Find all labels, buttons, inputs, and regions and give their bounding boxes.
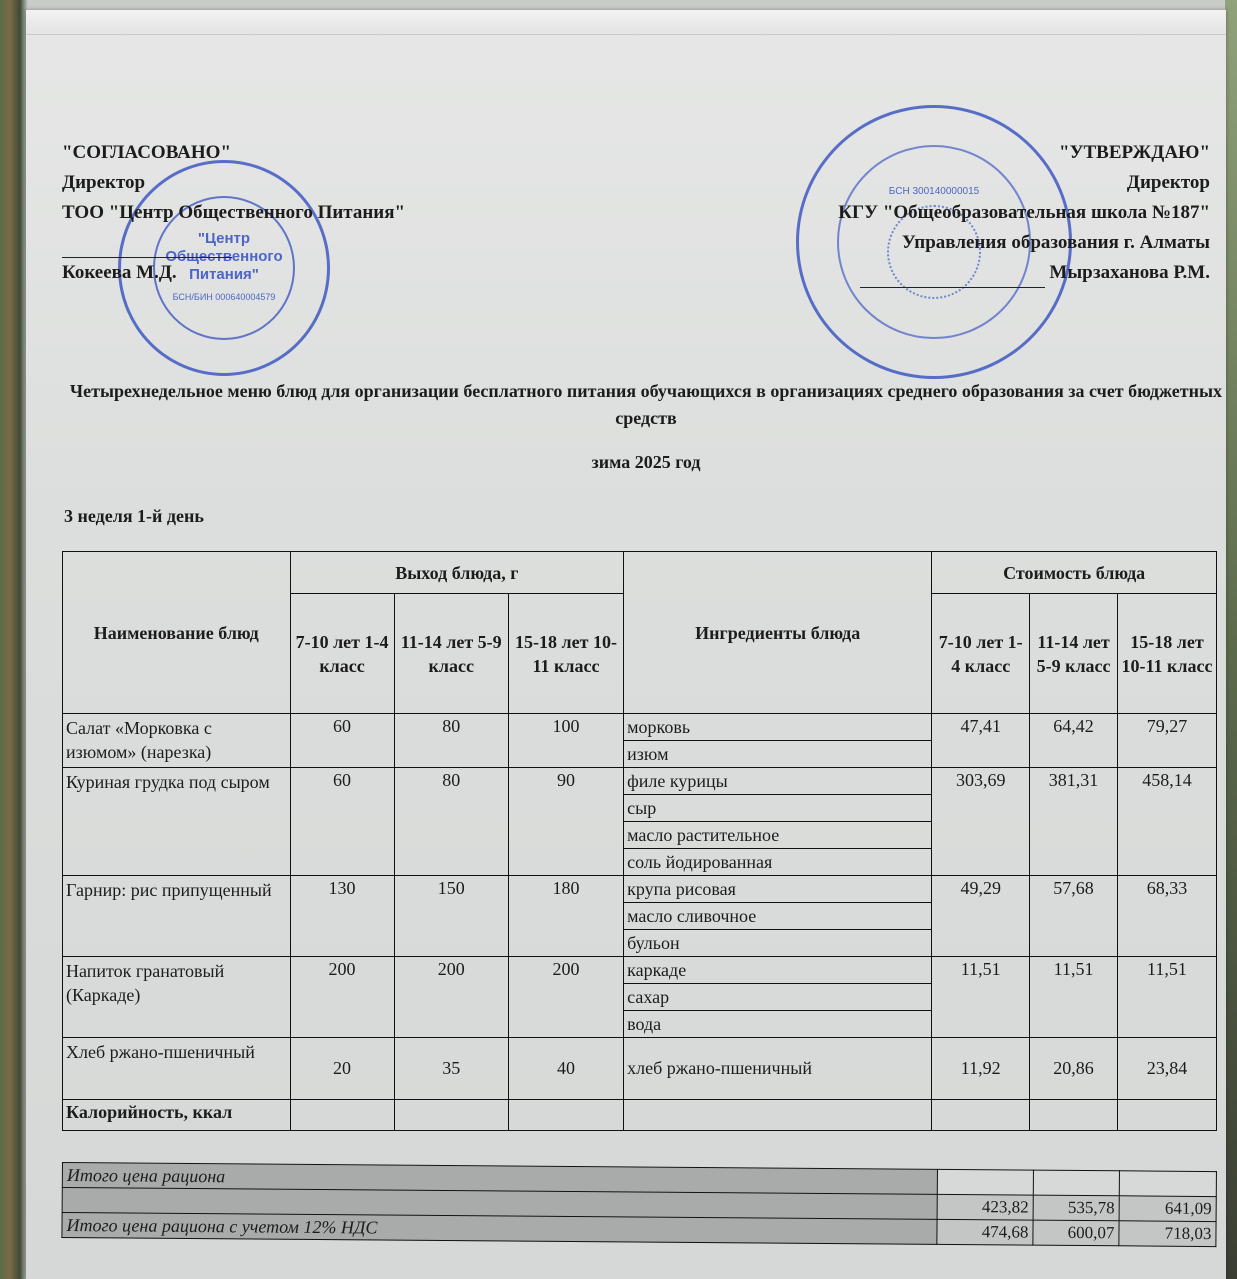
signature-line-left (62, 247, 232, 258)
total-value: 641,09 (1119, 1196, 1216, 1222)
table-row (63, 714, 1217, 741)
dish-name: Салат «Морковка с изюмом» (нарезка) (63, 714, 291, 768)
yield-value: 20 (290, 1038, 394, 1100)
cost-value: 79,27 (1117, 714, 1216, 768)
approval-left-heading: "СОГЛАСОВАНО" (62, 142, 232, 163)
cost-value: 20,86 (1030, 1038, 1118, 1100)
header-yield-group: Выход блюда, г (290, 552, 624, 594)
ingredient: хлеб ржано-пшеничный (624, 1038, 932, 1100)
cost-value: 47,41 (932, 714, 1030, 768)
approval-right-signatory: Мырзаханова Р.М. (1049, 262, 1210, 283)
yield-value: 180 (508, 876, 623, 957)
total-vat-label: Итого цена рациона с учетом 12% НДС (62, 1213, 937, 1245)
ingredient: сыр (624, 795, 932, 822)
signature-line-right (860, 277, 1045, 288)
ingredient: вода (624, 1011, 932, 1038)
dish-name: Хлеб ржано-пшеничный (63, 1038, 291, 1100)
ingredient: масло сливочное (624, 903, 932, 930)
ingredient: каркаде (624, 957, 932, 984)
ingredient: бульон (624, 930, 932, 957)
paper-fold (26, 10, 1226, 35)
calories-row (63, 1100, 1217, 1131)
stamp-left-line-1: "Центр (197, 230, 251, 247)
yield-value: 130 (290, 876, 394, 957)
ingredient: филе курицы (624, 768, 932, 795)
total-vat-value: 600,07 (1033, 1220, 1119, 1246)
yield-value: 35 (394, 1038, 508, 1100)
total-value: 423,82 (937, 1194, 1033, 1220)
ingredient: морковь (624, 714, 932, 741)
stamp-left-line-2: Общественного (165, 248, 283, 265)
cost-value: 11,92 (932, 1038, 1030, 1100)
approval-left-organization: ТОО "Центр Общественного Питания" (62, 202, 406, 223)
menu-table (62, 551, 1217, 1131)
total-vat-value: 474,68 (937, 1219, 1033, 1245)
cost-value: 64,42 (1030, 714, 1118, 768)
approval-right-heading: "УТВЕРЖДАЮ" (1059, 142, 1210, 163)
header-yield-col: 15-18 лет 10-11 класс (508, 594, 623, 714)
stamp-right-id: БСН 300140000015 (888, 186, 980, 197)
cost-value: 57,68 (1030, 876, 1118, 957)
stamp-left-id: БСН/БИН 000640004579 (172, 292, 276, 302)
ingredient: масло растительное (624, 822, 932, 849)
header-cost-col: 7-10 лет 1-4 класс (932, 594, 1030, 714)
yield-value: 150 (394, 876, 508, 957)
dish-name: Куриная грудка под сыром (63, 768, 291, 876)
document-season: зима 2025 год (591, 452, 701, 472)
cost-value: 303,69 (932, 768, 1030, 876)
cost-value: 458,14 (1117, 768, 1216, 876)
menu-document (26, 10, 1226, 1279)
header-yield-col: 7-10 лет 1-4 класс (290, 594, 394, 714)
dish-name: Гарнир: рис припущенный (63, 876, 291, 957)
cost-value: 68,33 (1117, 876, 1216, 957)
dish-name: Напиток гранатовый (Каркаде) (63, 957, 291, 1038)
stamp-left-line-3: Питания" (189, 266, 259, 283)
yield-value: 100 (508, 714, 623, 768)
cost-value: 11,51 (1030, 957, 1118, 1038)
cost-value: 49,29 (932, 876, 1030, 957)
day-label: 3 неделя 1-й день (64, 506, 204, 526)
approval-right-department: Управления образования г. Алматы (901, 232, 1210, 253)
yield-value: 200 (508, 957, 623, 1038)
table-row (63, 768, 1217, 795)
approval-right-organization: КГУ "Общеобразовательная школа №187" (838, 202, 1210, 223)
background-edge (1225, 0, 1237, 1279)
header-dish-name: Наименование блюд (63, 552, 291, 714)
yield-value: 200 (394, 957, 508, 1038)
cost-value: 11,51 (1117, 957, 1216, 1038)
cost-value: 11,51 (932, 957, 1030, 1038)
ingredient: сахар (624, 984, 932, 1011)
totals-table (61, 1162, 1217, 1247)
header-cost-col: 11-14 лет 5-9 класс (1030, 594, 1118, 714)
cost-value: 381,31 (1030, 768, 1118, 876)
total-label: Итого цена рациона (62, 1163, 937, 1195)
ingredient: изюм (624, 741, 932, 768)
yield-value: 60 (290, 714, 394, 768)
table-row (63, 1038, 1217, 1100)
header-yield-col: 11-14 лет 5-9 класс (394, 594, 508, 714)
yield-value: 200 (290, 957, 394, 1038)
header-cost-group: Стоимость блюда (932, 552, 1217, 594)
ingredient: соль йодированная (624, 849, 932, 876)
approval-left-signatory: Кокеева М.Д. (62, 262, 177, 283)
approval-left-position: Директор (62, 172, 146, 193)
yield-value: 40 (508, 1038, 623, 1100)
table-row (63, 876, 1217, 903)
document-title: Четырехнедельное меню блюд для организации бесплатного питания обучающихся в организациях среднего образования за счет бюджетных средств (69, 381, 1223, 428)
yield-value: 80 (394, 768, 508, 876)
approval-right-position: Директор (1126, 172, 1210, 193)
approval-block-right (838, 138, 1210, 288)
header-ingredients: Ингредиенты блюда (624, 552, 932, 714)
calories-label: Калорийность, ккал (63, 1100, 291, 1131)
ingredient: крупа рисовая (624, 876, 932, 903)
cost-value: 23,84 (1117, 1038, 1216, 1100)
yield-value: 90 (508, 768, 623, 876)
table-row (63, 957, 1217, 984)
header-cost-col: 15-18 лет 10-11 класс (1117, 594, 1216, 714)
total-vat-value: 718,03 (1119, 1221, 1216, 1247)
yield-value: 60 (290, 768, 394, 876)
yield-value: 80 (394, 714, 508, 768)
approval-block-left (62, 138, 405, 288)
total-value: 535,78 (1033, 1195, 1119, 1221)
